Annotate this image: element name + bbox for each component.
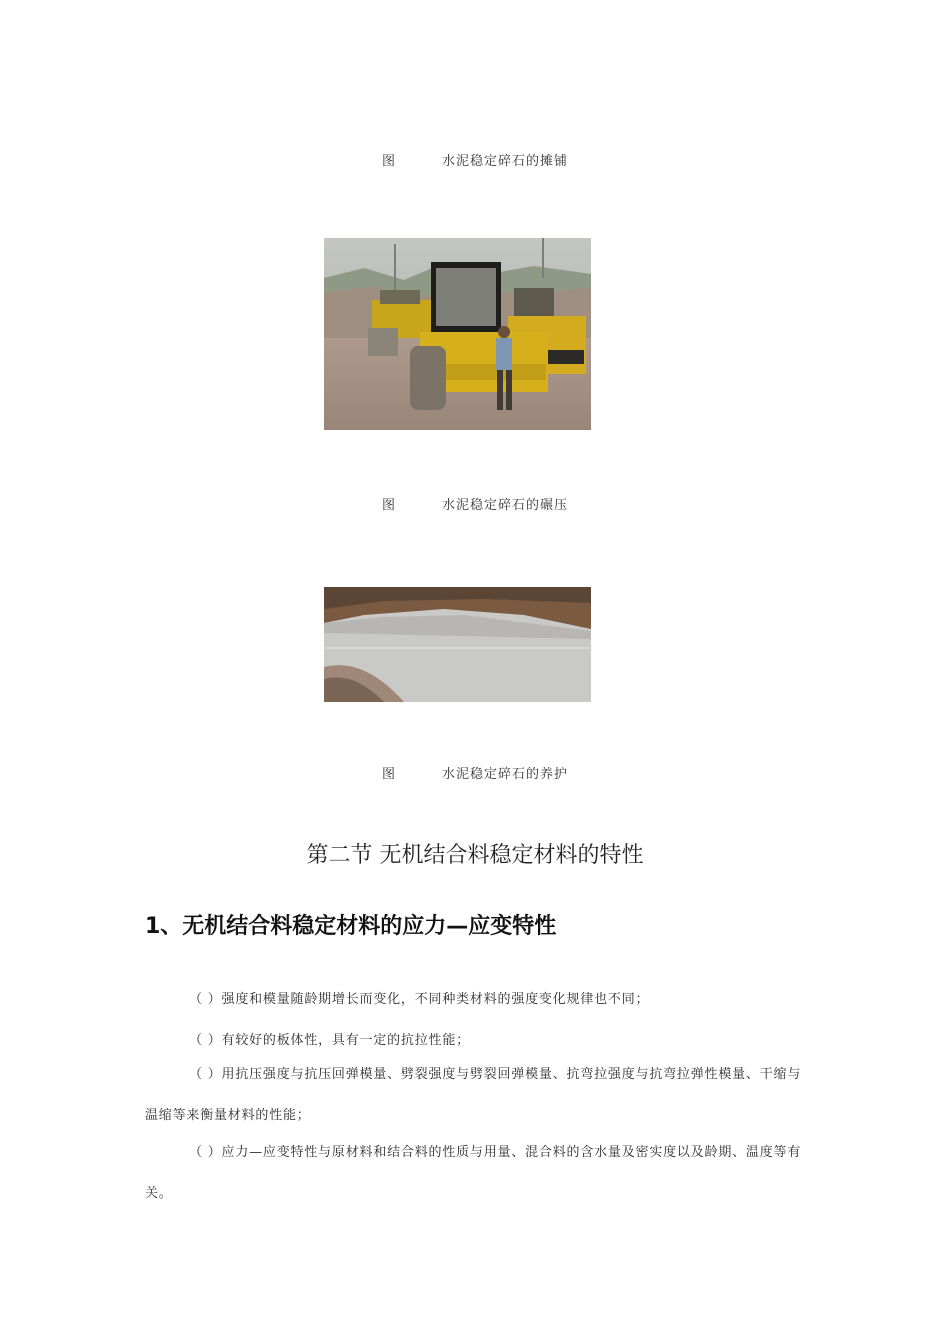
figure-caption-curing xyxy=(0,763,950,782)
figure-label: 图 xyxy=(381,498,396,513)
paragraph-text: （ ）用抗压强度与抗压回弹模量、劈裂强度与劈裂回弹模量、抗弯拉强度与抗弯拉弹性模量、干缩与温缩等来衡量材料的性能； xyxy=(145,1067,802,1123)
paragraph-text: （ ）应力—应变特性与原材料和结合料的性质与用量、混合料的含水量及密实度以及龄期、温度等有关。 xyxy=(145,1145,802,1201)
figure-caption-text: 水泥稳定碎石的摊铺 xyxy=(442,154,569,169)
figure-label: 图 xyxy=(381,154,396,169)
section-title: 第二节 无机结合料稳定材料的特性 xyxy=(306,843,644,868)
paragraph-4 xyxy=(145,1132,810,1214)
paragraph-text: （ ）有较好的板体性，具有一定的抗拉性能； xyxy=(189,1033,470,1048)
photo-curing xyxy=(324,587,591,702)
photo-rolling xyxy=(324,238,591,430)
figure-label: 图 xyxy=(381,767,396,782)
figure-caption-text: 水泥稳定碎石的养护 xyxy=(442,767,569,782)
paragraph-text: （ ）强度和模量随龄期增长而变化，不同种类材料的强度变化规律也不同； xyxy=(189,992,650,1007)
figure-caption-paving xyxy=(0,150,950,169)
subsection-heading: 1、无机结合料稳定材料的应力—应变特性 xyxy=(145,914,557,939)
figure-caption-rolling xyxy=(0,494,950,513)
paragraph-1 xyxy=(145,979,810,1020)
paragraph-3 xyxy=(145,1054,810,1136)
figure-caption-text: 水泥稳定碎石的碾压 xyxy=(442,498,569,513)
